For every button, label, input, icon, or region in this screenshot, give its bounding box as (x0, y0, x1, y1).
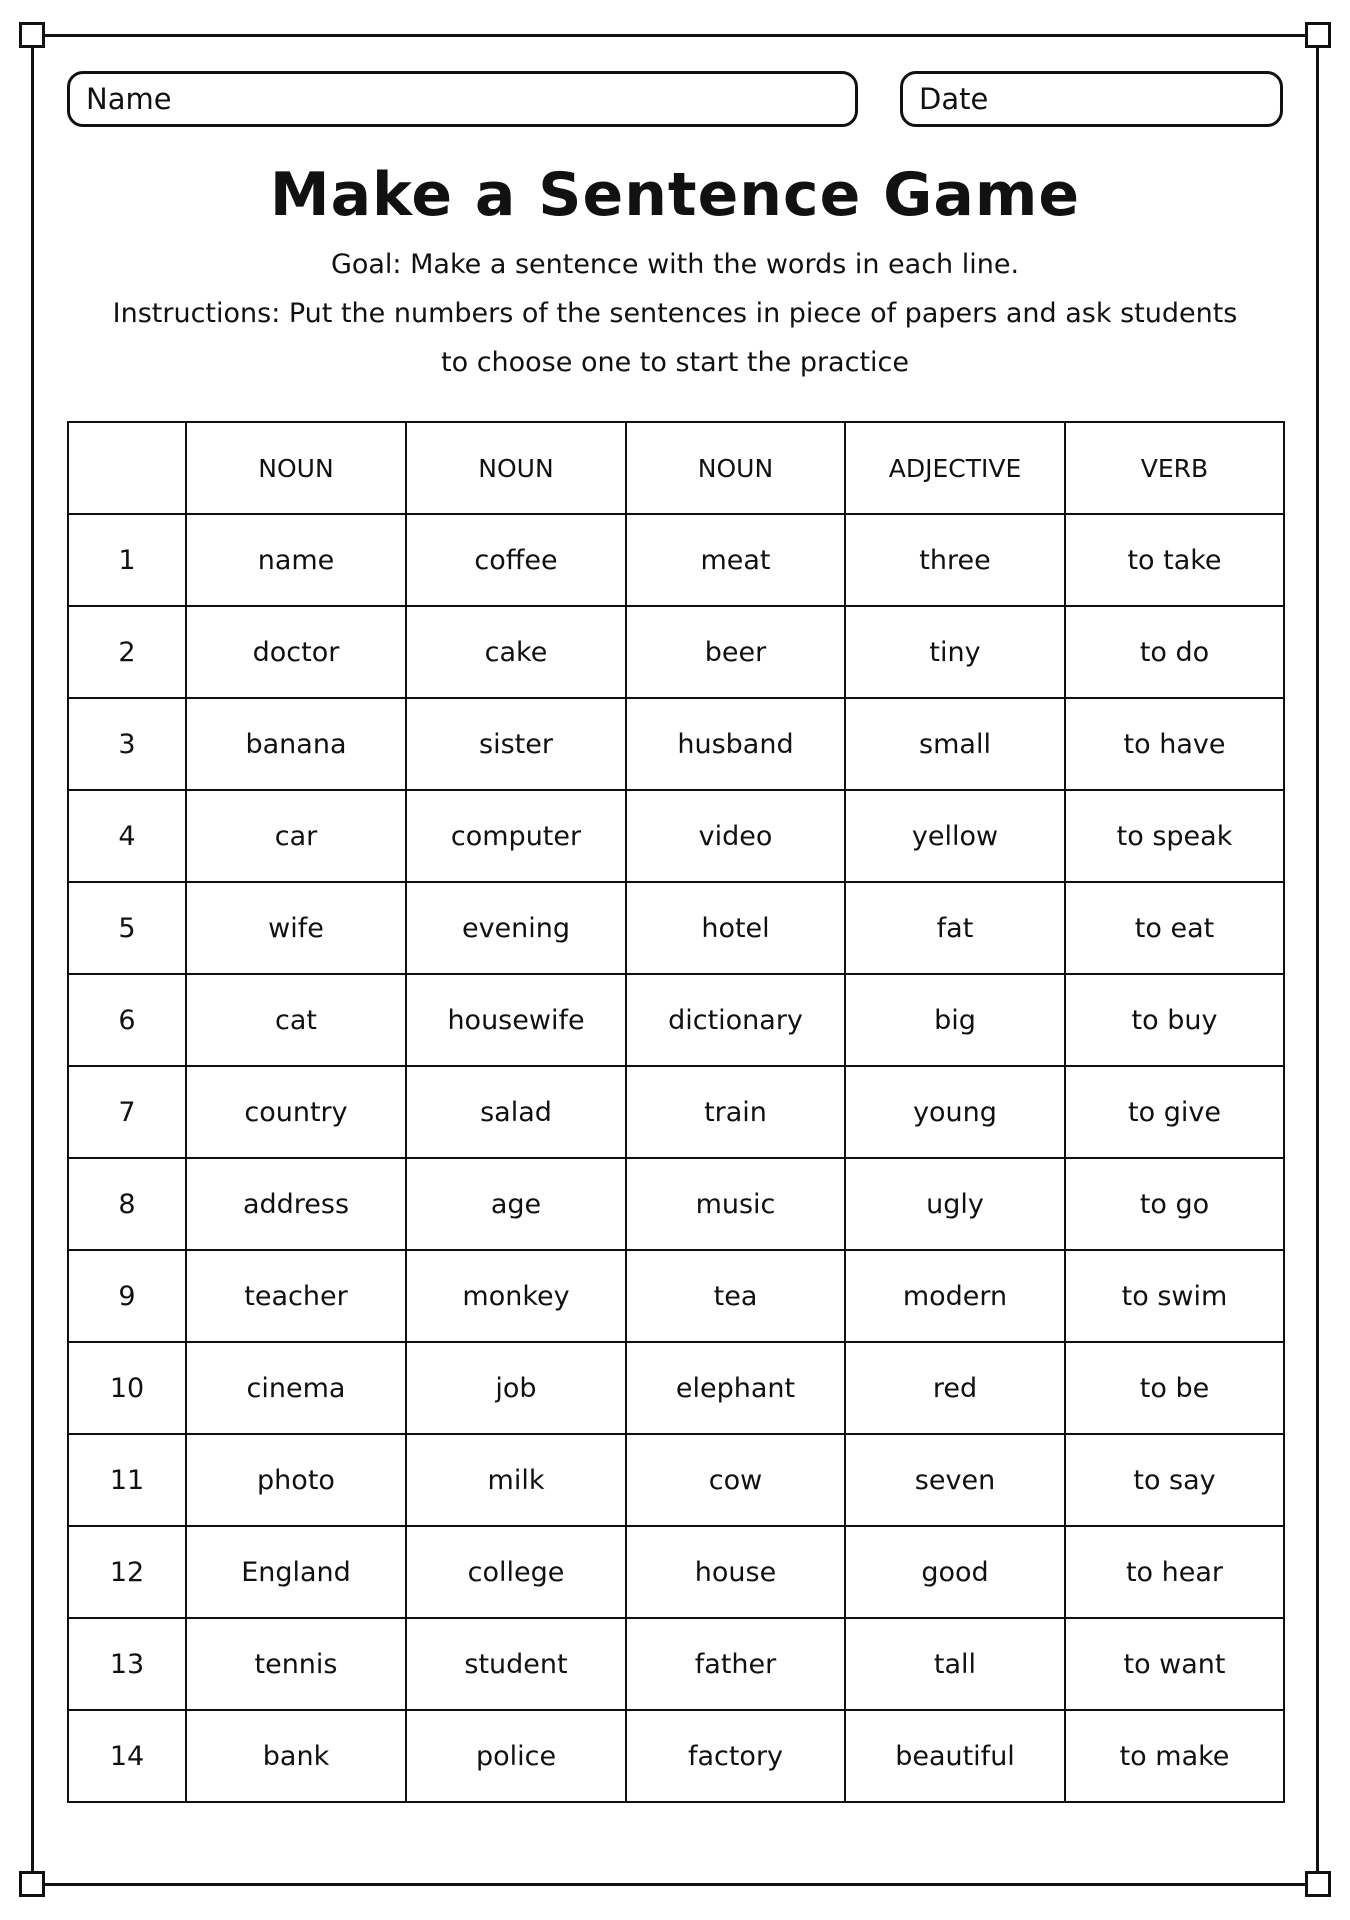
cell-noun-2: housewife (406, 974, 626, 1066)
corner-bottom-left (19, 1871, 45, 1897)
cell-noun-2: evening (406, 882, 626, 974)
cell-verb: to give (1065, 1066, 1284, 1158)
table-header-row (68, 422, 1284, 514)
header-cell-adjective: ADJECTIVE (845, 422, 1065, 514)
cell-adjective: red (845, 1342, 1065, 1434)
cell-verb: to swim (1065, 1250, 1284, 1342)
table-row (68, 698, 1284, 790)
cell-number: 9 (68, 1250, 186, 1342)
cell-noun-3: elephant (626, 1342, 845, 1434)
cell-noun-1: banana (186, 698, 406, 790)
cell-noun-1: tennis (186, 1618, 406, 1710)
date-field[interactable] (900, 71, 1283, 127)
cell-verb: to buy (1065, 974, 1284, 1066)
table-row (68, 882, 1284, 974)
cell-noun-2: coffee (406, 514, 626, 606)
cell-verb: to speak (1065, 790, 1284, 882)
cell-noun-2: student (406, 1618, 626, 1710)
border-top (31, 34, 1319, 37)
cell-number: 1 (68, 514, 186, 606)
cell-noun-2: job (406, 1342, 626, 1434)
cell-verb: to take (1065, 514, 1284, 606)
cell-adjective: modern (845, 1250, 1065, 1342)
border-bottom (31, 1883, 1319, 1886)
cell-number: 8 (68, 1158, 186, 1250)
header-cell-noun-2: NOUN (406, 422, 626, 514)
cell-verb: to want (1065, 1618, 1284, 1710)
cell-noun-3: beer (626, 606, 845, 698)
cell-noun-1: cinema (186, 1342, 406, 1434)
cell-number: 4 (68, 790, 186, 882)
table-row (68, 790, 1284, 882)
cell-number: 6 (68, 974, 186, 1066)
cell-adjective: ugly (845, 1158, 1065, 1250)
date-label: Date (919, 82, 989, 116)
cell-adjective: seven (845, 1434, 1065, 1526)
table-row (68, 1342, 1284, 1434)
table-row (68, 1434, 1284, 1526)
cell-noun-2: sister (406, 698, 626, 790)
cell-noun-3: music (626, 1158, 845, 1250)
header-cell-noun-1: NOUN (186, 422, 406, 514)
cell-noun-3: father (626, 1618, 845, 1710)
table-row (68, 606, 1284, 698)
cell-number: 10 (68, 1342, 186, 1434)
cell-noun-2: college (406, 1526, 626, 1618)
cell-noun-1: teacher (186, 1250, 406, 1342)
cell-adjective: three (845, 514, 1065, 606)
cell-number: 3 (68, 698, 186, 790)
cell-adjective: big (845, 974, 1065, 1066)
cell-adjective: beautiful (845, 1710, 1065, 1802)
cell-verb: to eat (1065, 882, 1284, 974)
cell-noun-1: address (186, 1158, 406, 1250)
header-cell-number (68, 422, 186, 514)
cell-noun-2: age (406, 1158, 626, 1250)
cell-number: 5 (68, 882, 186, 974)
cell-noun-1: wife (186, 882, 406, 974)
cell-noun-3: factory (626, 1710, 845, 1802)
instructions-line-2: to choose one to start the practice (441, 347, 909, 378)
cell-noun-3: video (626, 790, 845, 882)
cell-noun-2: salad (406, 1066, 626, 1158)
name-label: Name (86, 82, 172, 116)
table-row (68, 1526, 1284, 1618)
cell-noun-3: meat (626, 514, 845, 606)
table-row (68, 1710, 1284, 1802)
cell-adjective: good (845, 1526, 1065, 1618)
cell-verb: to go (1065, 1158, 1284, 1250)
cell-noun-3: tea (626, 1250, 845, 1342)
cell-verb: to do (1065, 606, 1284, 698)
cell-adjective: tall (845, 1618, 1065, 1710)
header-cell-noun-3: NOUN (626, 422, 845, 514)
cell-noun-3: hotel (626, 882, 845, 974)
cell-noun-1: country (186, 1066, 406, 1158)
corner-bottom-right (1305, 1871, 1331, 1897)
cell-noun-2: monkey (406, 1250, 626, 1342)
cell-number: 7 (68, 1066, 186, 1158)
cell-verb: to make (1065, 1710, 1284, 1802)
table-row (68, 974, 1284, 1066)
table-row (68, 514, 1284, 606)
cell-noun-1: doctor (186, 606, 406, 698)
cell-noun-1: cat (186, 974, 406, 1066)
table-row (68, 1158, 1284, 1250)
cell-noun-1: name (186, 514, 406, 606)
cell-noun-3: dictionary (626, 974, 845, 1066)
instructions-line-1: Instructions: Put the numbers of the sentences in piece of papers and ask students (112, 298, 1238, 329)
cell-adjective: yellow (845, 790, 1065, 882)
cell-number: 11 (68, 1434, 186, 1526)
cell-number: 14 (68, 1710, 186, 1802)
cell-noun-3: train (626, 1066, 845, 1158)
cell-verb: to have (1065, 698, 1284, 790)
cell-number: 13 (68, 1618, 186, 1710)
cell-verb: to say (1065, 1434, 1284, 1526)
goal-text: Goal: Make a sentence with the words in each line. (330, 249, 1020, 280)
cell-noun-3: husband (626, 698, 845, 790)
cell-noun-2: milk (406, 1434, 626, 1526)
page-title: Make a Sentence Game (269, 160, 1081, 230)
table-row (68, 1618, 1284, 1710)
cell-noun-1: photo (186, 1434, 406, 1526)
cell-noun-3: cow (626, 1434, 845, 1526)
cell-number: 2 (68, 606, 186, 698)
cell-adjective: young (845, 1066, 1065, 1158)
cell-noun-2: police (406, 1710, 626, 1802)
cell-adjective: tiny (845, 606, 1065, 698)
cell-number: 12 (68, 1526, 186, 1618)
cell-adjective: fat (845, 882, 1065, 974)
name-field[interactable] (67, 71, 858, 127)
cell-verb: to hear (1065, 1526, 1284, 1618)
cell-noun-3: house (626, 1526, 845, 1618)
cell-noun-1: bank (186, 1710, 406, 1802)
cell-verb: to be (1065, 1342, 1284, 1434)
table-row (68, 1250, 1284, 1342)
cell-adjective: small (845, 698, 1065, 790)
cell-noun-1: England (186, 1526, 406, 1618)
header-cell-verb: VERB (1065, 422, 1284, 514)
corner-top-right (1305, 22, 1331, 48)
cell-noun-2: computer (406, 790, 626, 882)
cell-noun-1: car (186, 790, 406, 882)
cell-noun-2: cake (406, 606, 626, 698)
corner-top-left (19, 22, 45, 48)
word-table (67, 421, 1285, 1803)
table-row (68, 1066, 1284, 1158)
